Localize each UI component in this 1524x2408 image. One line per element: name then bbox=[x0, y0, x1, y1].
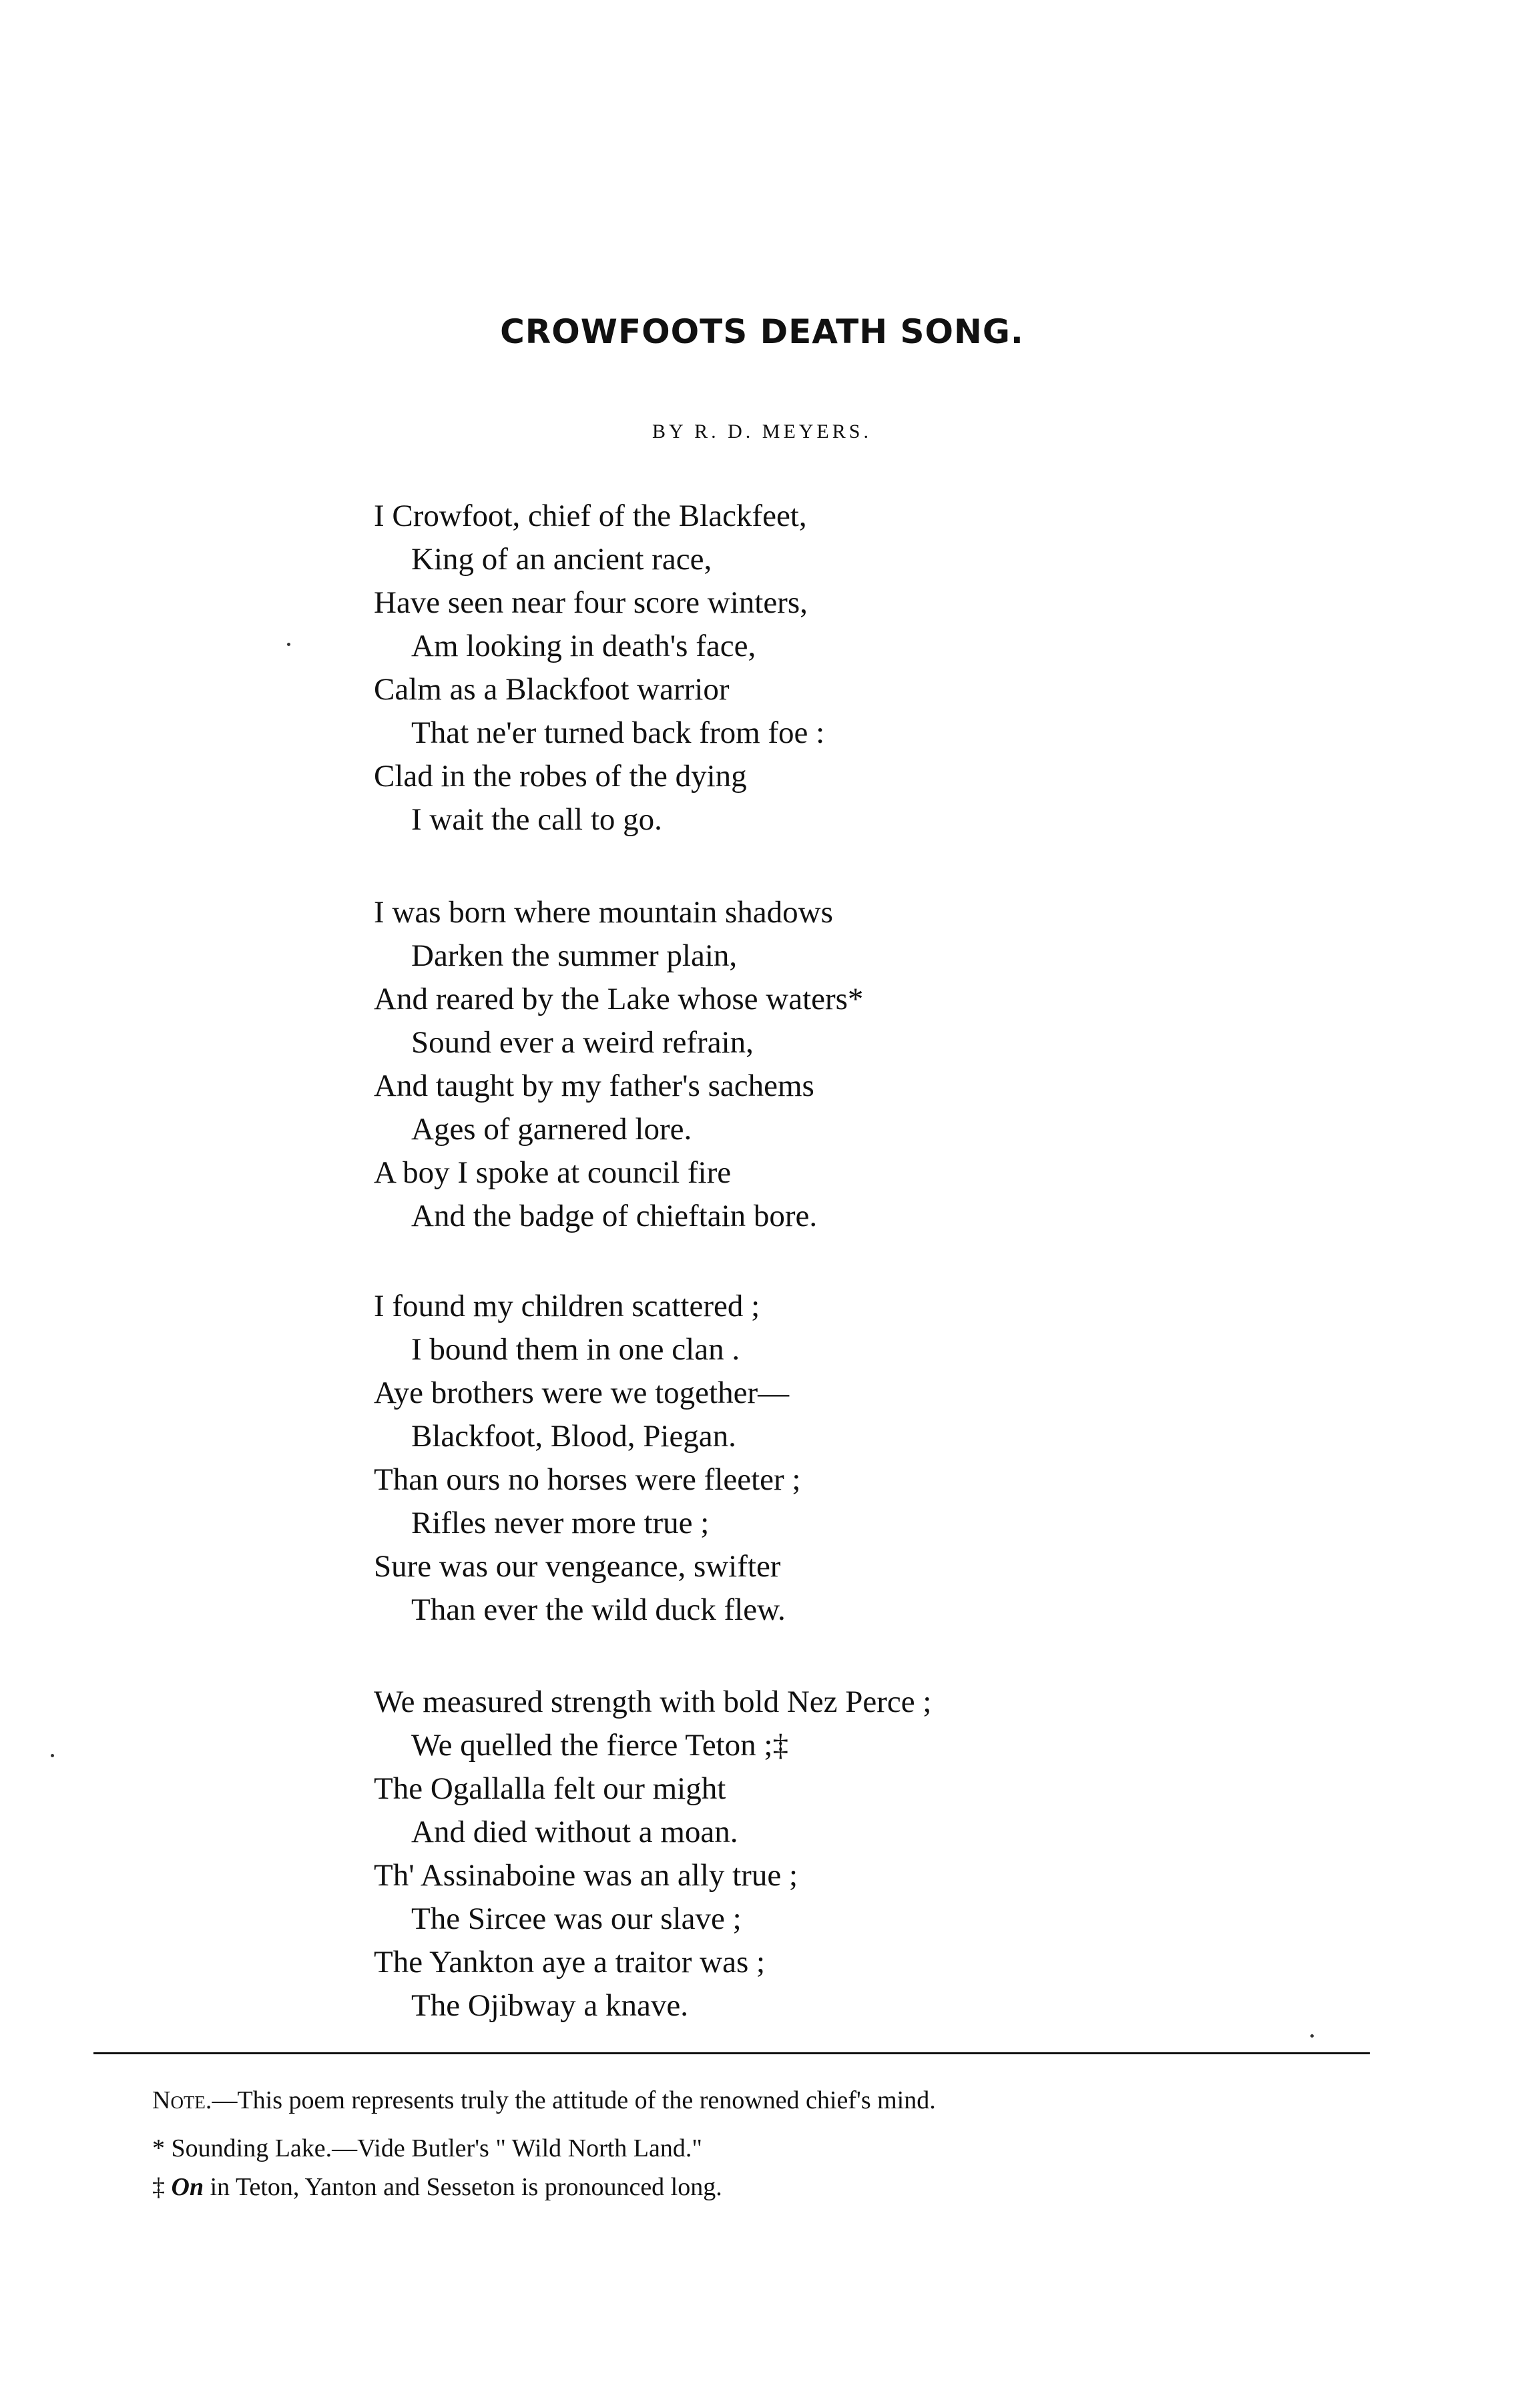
footnote-dagger-text: in Teton, Yanton and Sesseton is pronounced long. bbox=[204, 2173, 722, 2201]
dagger-symbol: ‡ bbox=[152, 2173, 165, 2201]
poem-line: We quelled the fierce Teton ;‡ bbox=[411, 1728, 788, 1763]
poem-line: The Sircee was our slave ; bbox=[411, 1901, 742, 1936]
poem-line: Darken the summer plain, bbox=[411, 938, 738, 973]
poem-line: I found my children scattered ; bbox=[374, 1289, 760, 1323]
poem-line: And taught by my father's sachems bbox=[374, 1069, 814, 1103]
footnote-dagger-italic: On bbox=[171, 2173, 204, 2201]
poem-line: Blackfoot, Blood, Piegan. bbox=[411, 1419, 736, 1454]
poem-line: And reared by the Lake whose waters* bbox=[374, 982, 864, 1016]
note-label: Note. bbox=[152, 2086, 212, 2114]
poem-line: Clad in the robes of the dying bbox=[374, 759, 747, 794]
poem-line: We measured strength with bold Nez Perce ; bbox=[374, 1685, 932, 1719]
ink-speck bbox=[51, 1754, 54, 1757]
poem-line: A boy I spoke at council fire bbox=[374, 1155, 732, 1190]
poem-line: Sure was our vengeance, swifter bbox=[374, 1549, 781, 1584]
poem-line: I was born where mountain shadows bbox=[374, 895, 833, 930]
poem-line: That ne'er turned back from foe : bbox=[411, 715, 825, 750]
poem-line: Than ours no horses were fleeter ; bbox=[374, 1462, 801, 1497]
poem-title: CROWFOOTS DEATH SONG. bbox=[500, 312, 1024, 351]
footnotes bbox=[152, 2081, 1421, 2206]
poem-line: Ages of garnered lore. bbox=[411, 1112, 692, 1147]
poem-line: King of an ancient race, bbox=[411, 542, 712, 577]
note-text: —This poem represents truly the attitude of the renowned chief's mind. bbox=[212, 2086, 936, 2114]
ink-speck bbox=[287, 643, 290, 646]
poem-line: The Yankton aye a traitor was ; bbox=[374, 1945, 766, 1980]
stanza-2 bbox=[374, 891, 1442, 1238]
poem-line: And died without a moan. bbox=[411, 1815, 738, 1849]
poem-line: Calm as a Blackfoot warrior bbox=[374, 672, 730, 707]
poem-line: Am looking in death's face, bbox=[411, 629, 756, 663]
stanza-4 bbox=[374, 1681, 1442, 2028]
poem-line: Sound ever a weird refrain, bbox=[411, 1025, 754, 1060]
poem-line: Th' Assinaboine was an ally true ; bbox=[374, 1858, 798, 1893]
stanza-1 bbox=[374, 495, 1442, 842]
poem-line: And the badge of chieftain bore. bbox=[411, 1199, 818, 1233]
poem-line: The Ogallalla felt our might bbox=[374, 1771, 726, 1806]
stanza-3 bbox=[374, 1285, 1442, 1632]
footnote-dagger bbox=[152, 2168, 1421, 2206]
poem-line: Aye brothers were we together— bbox=[374, 1376, 790, 1410]
poem-byline: BY R. D. MEYERS. bbox=[652, 420, 872, 442]
footnote-divider bbox=[93, 2052, 1370, 2054]
poem-line: Than ever the wild duck flew. bbox=[411, 1592, 786, 1627]
poem-line: The Ojibway a knave. bbox=[411, 1988, 689, 2023]
poem-line: Rifles never more true ; bbox=[411, 1506, 710, 1540]
footnote-star: * Sounding Lake.—Vide Butler's " Wild North Land." bbox=[152, 2134, 702, 2162]
editor-note bbox=[152, 2081, 1421, 2120]
poem-line: Have seen near four score winters, bbox=[374, 585, 808, 620]
poem-line: I wait the call to go. bbox=[411, 802, 662, 837]
poem-line: I Crowfoot, chief of the Blackfeet, bbox=[374, 499, 807, 533]
poem-line: I bound them in one clan . bbox=[411, 1332, 740, 1367]
ink-speck bbox=[1310, 2034, 1314, 2038]
